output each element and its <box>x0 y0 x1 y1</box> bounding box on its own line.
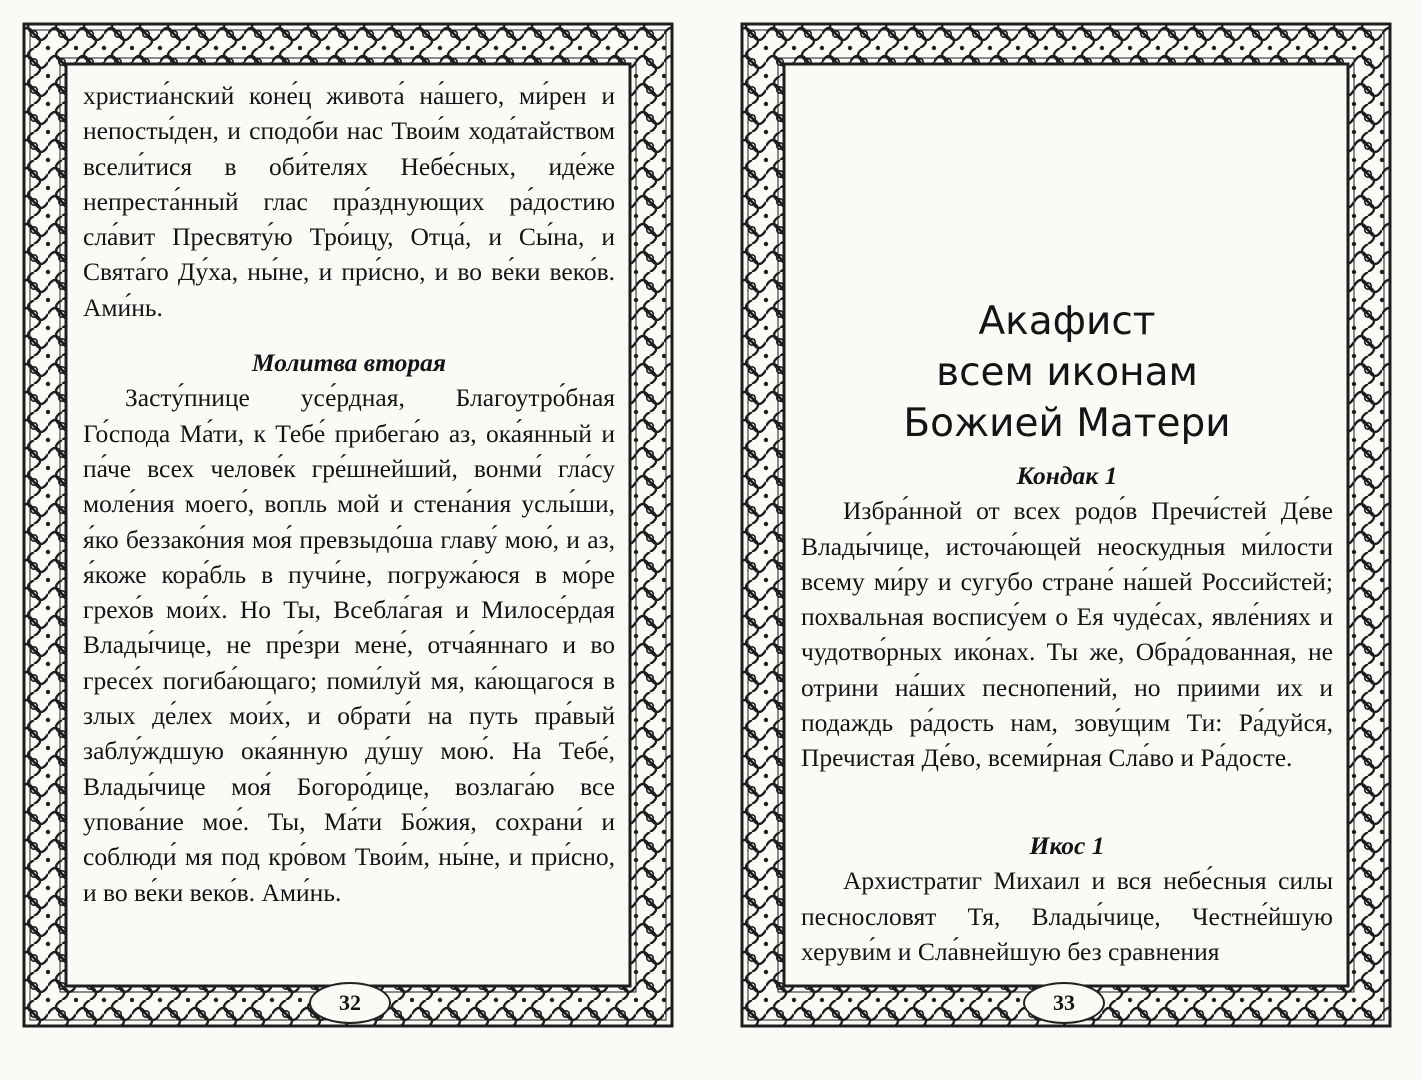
right-text-column-1 <box>801 458 1333 776</box>
right-page <box>738 20 1394 1030</box>
page-number-right: 33 <box>1023 982 1105 1024</box>
left-page <box>20 20 676 1030</box>
ikos-paragraph: Архистратиг Михаил и вся небе́сныя силы песнословят Тя, Влады́чице, Честне́йшую херуви́м и Сла́внейшую без сравнения <box>801 866 1333 966</box>
kondak-paragraph: Избра́нной от всех родо́в Пречи́стей Де́ве Влады́чице, источа́ющей неоскудныя ми́лости всему ми́ру и сугубо стране́ на́шей Российстей; похвальная воспису́ем о Ея чуде́сах, явле́ниях и чудотво́рных ико́нах. Ты же, Обра́дованная, не отрини на́ших песнопений, но приими их и подаждь ра́дость нам, зову́щим Ти: Ра́дуйся, Пречистая Де́во, всеми́рная Сла́во и Ра́досте. <box>801 496 1333 773</box>
ikos-heading: Икос 1 <box>1029 831 1105 860</box>
page-number-left: 32 <box>309 982 391 1024</box>
akathist-title <box>801 296 1333 449</box>
left-paragraph-1: христиа́нский коне́ц живота́ на́шего, ми́рен и непосты́ден, и сподо́би нас Твои́м хода́тайством всели́тися в оби́телях Небе́сных, иде́же непреста́нный глас пра́зднующих ра́достию сла́вит Пресвяту́ю Тро́ицу, Отца́, и Сы́на, и Свята́го Ду́ха, ны́не, и при́сно, и во ве́ки веко́в. Ами́нь. <box>83 81 615 322</box>
left-heading: Молитва вторая <box>251 348 447 378</box>
right-text-column-2 <box>801 828 1333 969</box>
title-line-2: всем иконам <box>936 350 1198 395</box>
left-paragraph-2: Засту́пнице усе́рдная, Благоутро́бная Го́спода Ма́ти, к Тебе́ прибега́ю аз, ока́янный и па́че всех челове́к гре́шнейший, вонми́ гла́су моле́ния моего́, вопль мой и стена́ния услы́ши, я́ко беззако́ния моя́ превзыдо́ша главу́ мою́, и аз, я́коже кора́бль в пучи́не, погружа́юся в мо́ре грехо́в мои́х. Но Ты, Всебла́гая и Милосе́рдая Влады́чице, не пре́зри мене́, отча́яннаго и во гресе́х погиба́ющаго; поми́луй мя, ка́ющагося в злых де́лех мои́х, и обрати́ на путь пра́вый заблу́ждшую ока́янную ду́шу мою́. На Тебе́, Влады́чице моя́ Богоро́дице, возлага́ю все упова́ние мое́. Ты, Ма́ти Бо́жия, сохрани́ и соблюди́ мя под кро́вом Твои́м, ны́не, и при́сно, и во ве́ки веко́в. Ами́нь. <box>83 383 615 907</box>
kondak-heading: Кондак 1 <box>1016 461 1118 490</box>
left-text-column <box>83 78 615 910</box>
title-line-3: Божией Матери <box>903 401 1231 446</box>
title-line-1: Акафист <box>978 299 1156 344</box>
